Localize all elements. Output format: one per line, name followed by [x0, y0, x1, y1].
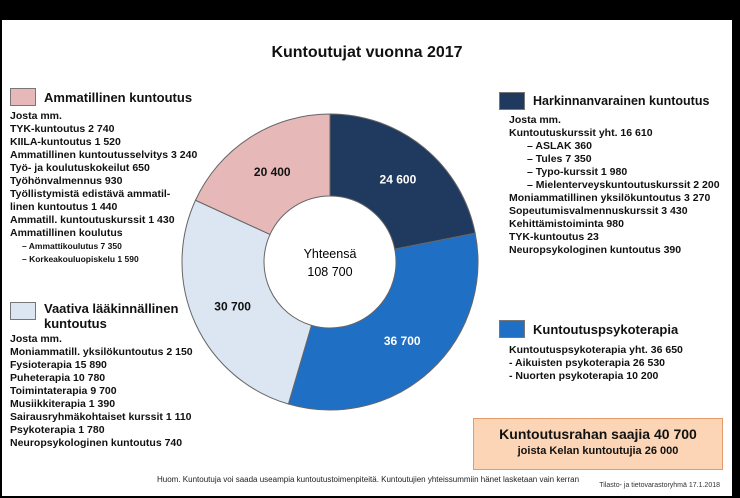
swatch-harkinnanvarainen — [499, 92, 525, 110]
list-item: Ammatill. kuntoutuskurssit 1 430 — [10, 214, 175, 226]
center-total: 108 700 — [307, 265, 353, 279]
list-item: Neuropsykologinen kuntoutus 390 — [509, 244, 682, 256]
list-item: - Aikuisten psykoterapia 26 530 — [509, 357, 666, 369]
footnote: Huom. Kuntoutuja voi saada useampia kuntoutustoimenpiteitä. Kuntoutujien yhteissummiin hänet lasketaan vain kerran — [157, 475, 580, 484]
list-item: Kuntoutuskurssit yht. 16 610 — [509, 127, 653, 139]
list-item: Moniammatill. yksilökuntoutus 2 150 — [10, 346, 193, 358]
legend-harkinnanvarainen — [499, 92, 720, 257]
swatch-vaativa — [10, 302, 36, 320]
list-item: Ammatillinen koulutus — [10, 227, 123, 239]
list-item: Musiikkiterapia 1 390 — [10, 398, 116, 410]
infographic — [2, 20, 732, 496]
slice-value-label: 36 700 — [383, 333, 421, 348]
sub-item: – Typo-kurssit 1 980 — [527, 166, 628, 178]
josta-label: Josta mm. — [10, 110, 62, 122]
list-item: Moniammatillinen yksilökuntoutus 3 270 — [509, 192, 711, 204]
slice-value-label: 20 400 — [253, 164, 291, 179]
slice-value-label: 24 600 — [379, 172, 417, 187]
source-note: Tilasto- ja tietovarastoryhmä 17.1.2018 — [599, 482, 720, 489]
list-item: Toimintaterapia 9 700 — [10, 385, 117, 397]
legend-vaativa — [10, 301, 193, 450]
list-item: Työhönvalmennus 930 — [10, 175, 123, 187]
list-item: Puheterapia 10 780 — [10, 372, 106, 384]
sub-item: – Mielenterveyskuntoutuskurssit 2 200 — [527, 179, 720, 191]
legend-ammatillinen — [10, 88, 197, 266]
legend-title-vaativa-2: kuntoutus — [44, 316, 107, 331]
list-item: - Nuorten psykoterapia 10 200 — [509, 370, 659, 382]
slice-value-label: 30 700 — [214, 299, 251, 314]
legend-psykoterapia — [499, 320, 683, 383]
chart-title: Kuntoutujat vuonna 2017 — [271, 44, 463, 61]
callout-box — [473, 418, 723, 470]
list-item: TYK-kuntoutus 2 740 — [10, 123, 115, 135]
list-item: Sopeutumisvalmennuskurssit 3 430 — [509, 205, 688, 217]
list-item: Neuropsykologinen kuntoutus 740 — [10, 437, 183, 449]
callout-main: Kuntoutusrahan saajia 40 700 — [499, 426, 697, 442]
list-item: Kuntoutuspsykoterapia yht. 36 650 — [509, 344, 683, 356]
list-item: Työllistymistä edistävä ammatil- — [10, 188, 171, 200]
center-label: Yhteensä — [303, 247, 357, 261]
list-item: KIILA-kuntoutus 1 520 — [10, 136, 121, 148]
sub-item: – Tules 7 350 — [527, 153, 592, 165]
josta-label: Josta mm. — [10, 333, 62, 345]
sub-item: – Ammattikoulutus 7 350 — [22, 241, 122, 251]
list-item: Ammatillinen kuntoutusselvitys 3 240 — [10, 149, 198, 161]
list-item: Fysioterapia 15 890 — [10, 359, 107, 371]
callout-sub: joista Kelan kuntoutujia 26 000 — [517, 445, 679, 457]
josta-label: Josta mm. — [509, 114, 561, 126]
sub-item: – ASLAK 360 — [527, 140, 592, 152]
list-item: linen kuntoutus 1 440 — [10, 201, 118, 213]
list-item: TYK-kuntoutus 23 — [509, 231, 599, 243]
sub-item: – Korkeakouluopiskelu 1 590 — [22, 254, 139, 264]
list-item: Psykoterapia 1 780 — [10, 424, 105, 436]
swatch-psykoterapia — [499, 320, 525, 338]
swatch-ammatillinen — [10, 88, 36, 106]
legend-title-vaativa: Vaativa lääkinnällinen — [44, 301, 179, 316]
legend-title-ammatillinen: Ammatillinen kuntoutus — [44, 89, 193, 105]
legend-title-harkinnanvarainen: Harkinnanvarainen kuntoutus — [533, 94, 710, 108]
list-item: Työ- ja koulutuskokeilut 650 — [10, 162, 150, 174]
legend-title-psykoterapia: Kuntoutuspsykoterapia — [533, 321, 679, 337]
list-item: Sairausryhmäkohtaiset kurssit 1 110 — [10, 411, 192, 423]
list-item: Kehittämistoiminta 980 — [509, 218, 624, 230]
